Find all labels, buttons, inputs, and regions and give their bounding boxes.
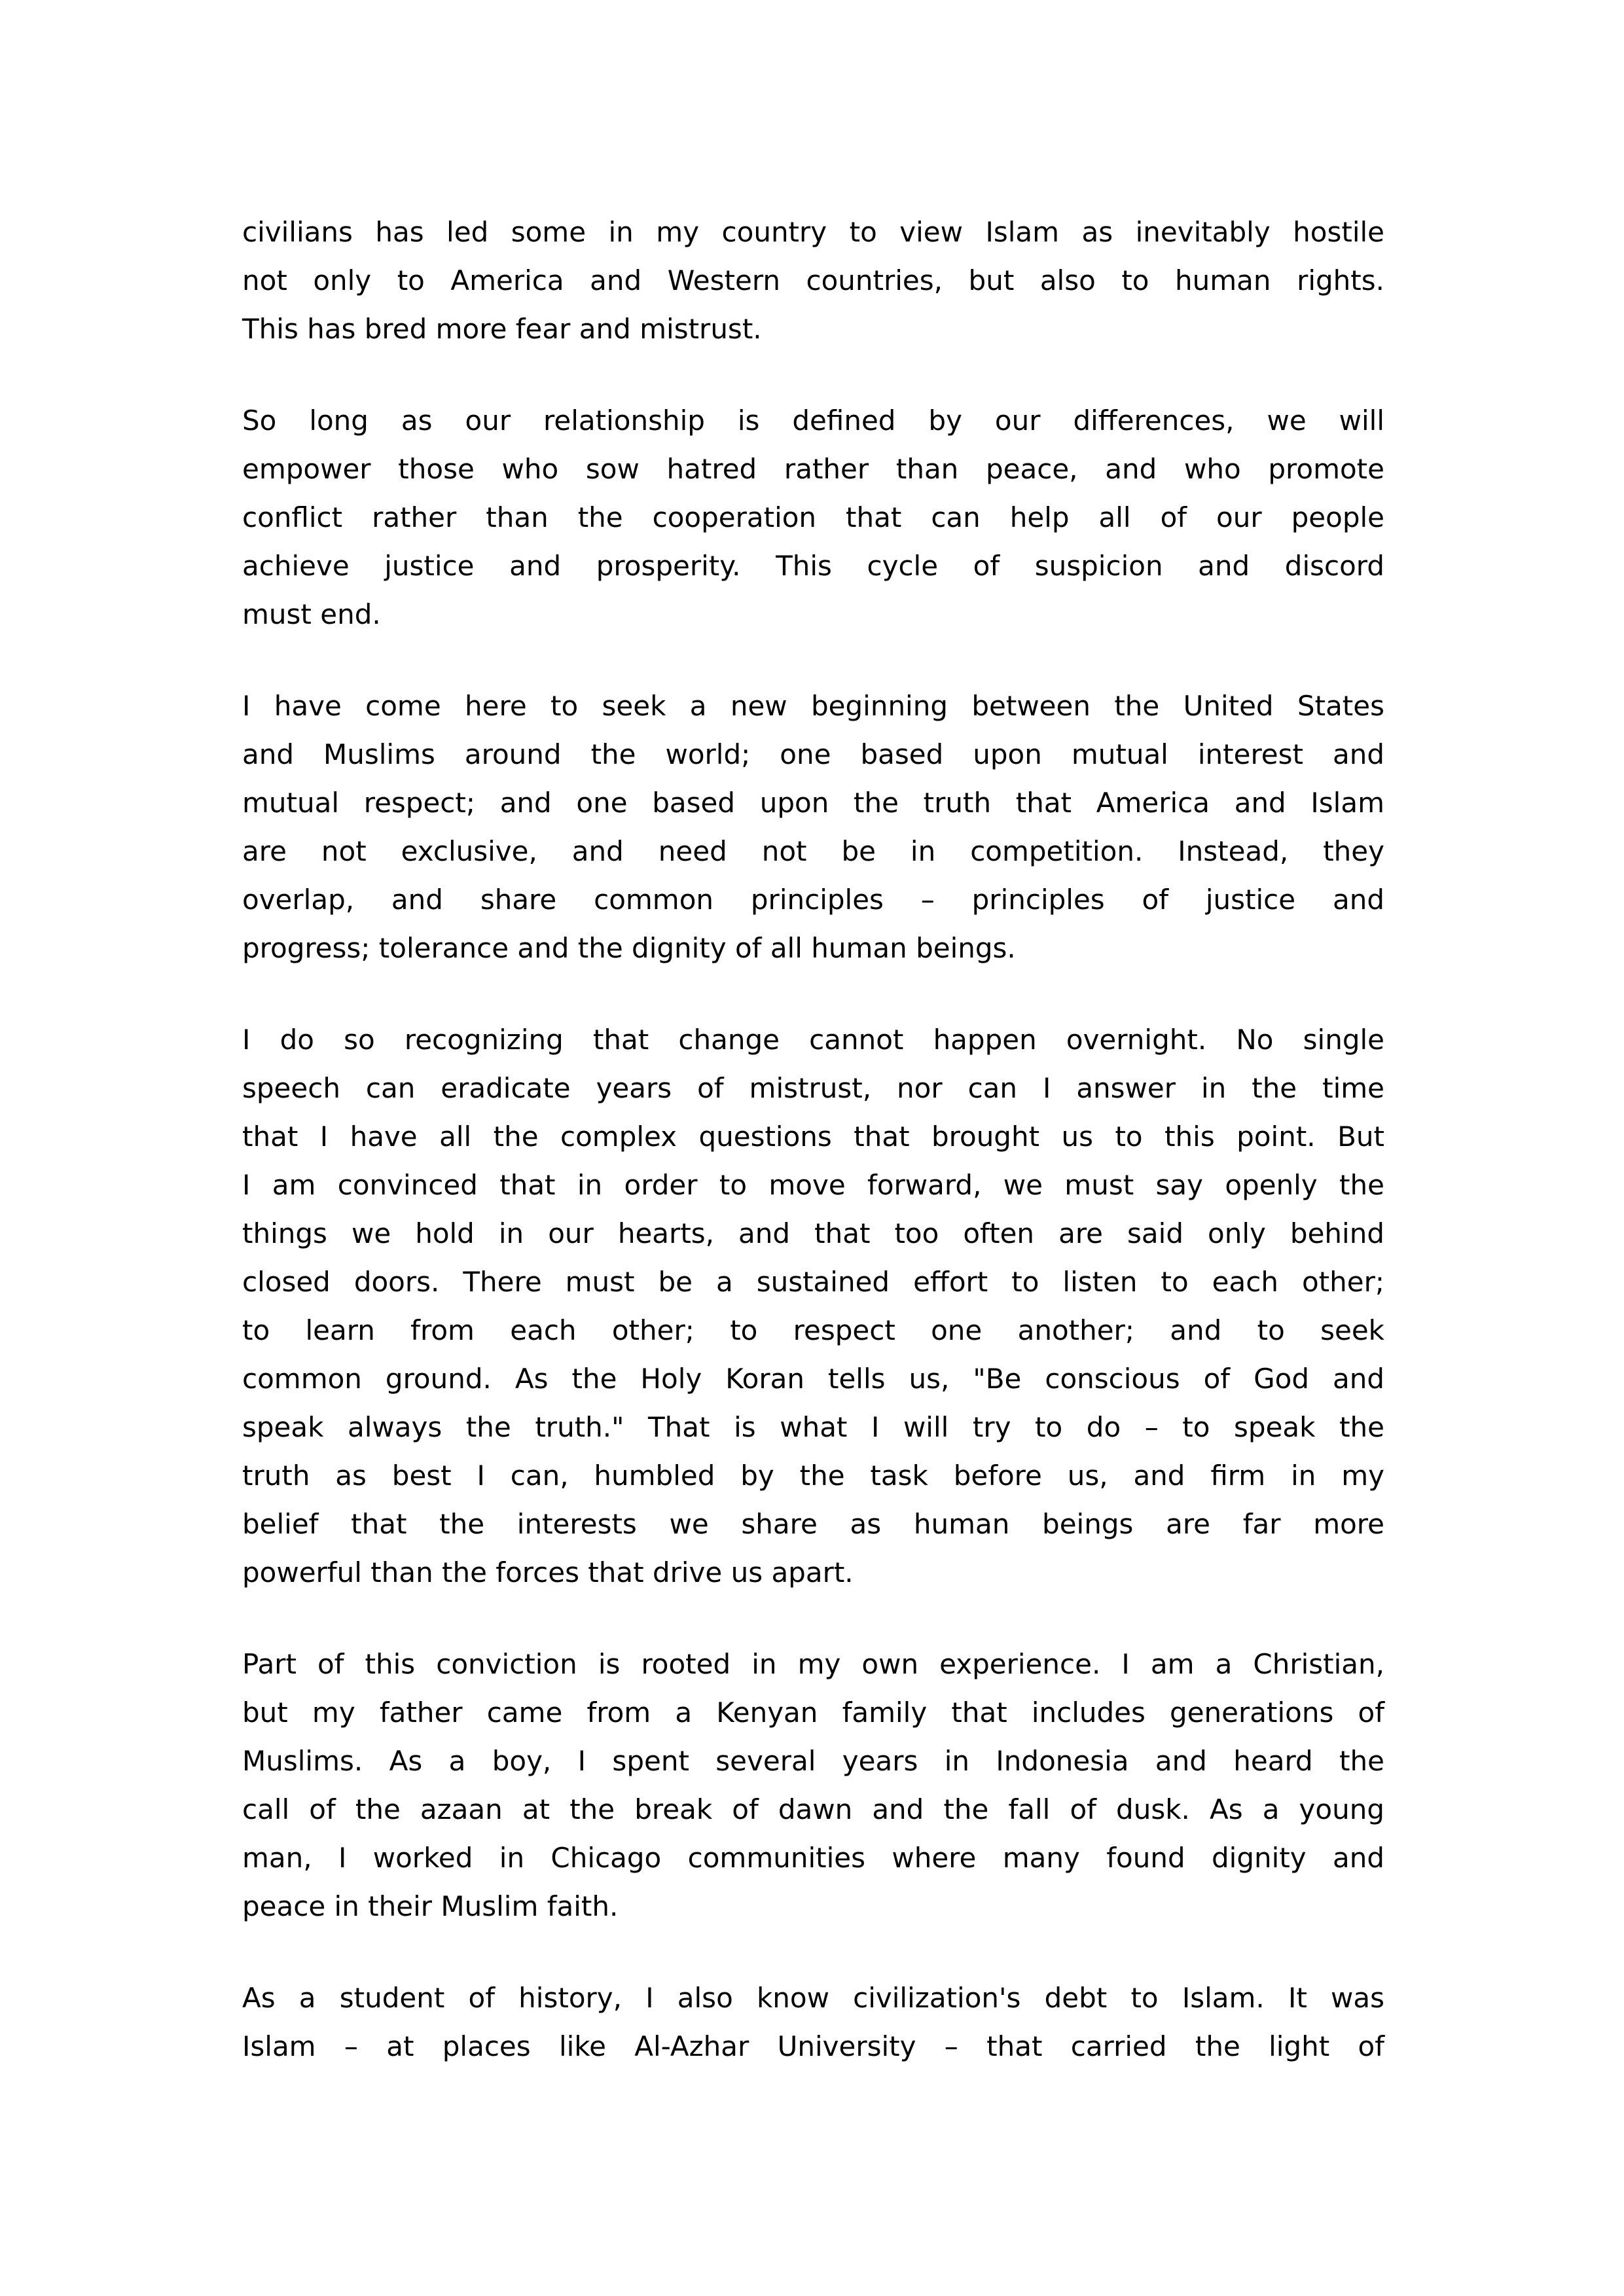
text-line: speech can eradicate years of mistrust, nor can I answer in the time — [242, 1072, 1384, 1104]
paragraph — [242, 1016, 1384, 1597]
text-line: not only to America and Western countries, but also to human rights. — [242, 264, 1384, 296]
text-line: must end. — [242, 598, 381, 630]
text-line: that I have all the complex questions that brought us to this point. But — [242, 1121, 1384, 1153]
text-line: Part of this conviction is rooted in my own experience. I am a Christian, — [242, 1648, 1384, 1680]
text-line: truth as best I can, humbled by the task before us, and firm in my — [242, 1460, 1384, 1492]
text-line: I do so recognizing that change cannot happen overnight. No single — [242, 1024, 1384, 1056]
text-line: belief that the interests we share as human beings are far more — [242, 1508, 1384, 1540]
text-line: This has bred more fear and mistrust. — [242, 313, 762, 345]
text-block — [242, 208, 1384, 2071]
text-line: Islam – at places like Al-Azhar University – that carried the light of — [242, 2030, 1384, 2062]
paragraph — [242, 397, 1384, 639]
paragraph — [242, 682, 1384, 973]
text-line: mutual respect; and one based upon the truth that America and Islam — [242, 787, 1384, 819]
paragraph — [242, 208, 1384, 353]
text-line: man, I worked in Chicago communities where many found dignity and — [242, 1842, 1384, 1874]
text-line: So long as our relationship is defined by our differences, we will — [242, 404, 1384, 437]
text-line: call of the azaan at the break of dawn and the fall of dusk. As a young — [242, 1793, 1384, 1825]
text-line: civilians has led some in my country to view Islam as inevitably hostile — [242, 216, 1384, 248]
text-line: to learn from each other; to respect one another; and to seek — [242, 1314, 1384, 1346]
text-line: closed doors. There must be a sustained effort to listen to each other; — [242, 1266, 1384, 1298]
text-line: achieve justice and prosperity. This cycle of suspicion and discord — [242, 550, 1384, 582]
text-line: things we hold in our hearts, and that too often are said only behind — [242, 1217, 1384, 1249]
text-line: I am convinced that in order to move forward, we must say openly the — [242, 1169, 1384, 1201]
text-line: powerful than the forces that drive us apart. — [242, 1556, 854, 1588]
text-line: overlap, and share common principles – principles of justice and — [242, 884, 1384, 916]
text-line: peace in their Muslim faith. — [242, 1890, 619, 1922]
text-line: I have come here to seek a new beginning between the United States — [242, 690, 1384, 722]
text-line: conflict rather than the cooperation that can help all of our people — [242, 501, 1384, 533]
paragraph — [242, 1974, 1384, 2071]
text-line: As a student of history, I also know civilization's debt to Islam. It was — [242, 1982, 1384, 2014]
text-line: progress; tolerance and the dignity of all human beings. — [242, 932, 1016, 964]
text-line: speak always the truth." That is what I will try to do – to speak the — [242, 1411, 1384, 1443]
text-line: Muslims. As a boy, I spent several years in Indonesia and heard the — [242, 1745, 1384, 1777]
text-line: but my father came from a Kenyan family that includes generations of — [242, 1696, 1384, 1729]
paragraph — [242, 1640, 1384, 1931]
text-line: are not exclusive, and need not be in competition. Instead, they — [242, 835, 1384, 867]
text-line: and Muslims around the world; one based upon mutual interest and — [242, 738, 1384, 770]
text-line: common ground. As the Holy Koran tells us, "Be conscious of God and — [242, 1363, 1384, 1395]
text-line: empower those who sow hatred rather than peace, and who promote — [242, 453, 1384, 485]
